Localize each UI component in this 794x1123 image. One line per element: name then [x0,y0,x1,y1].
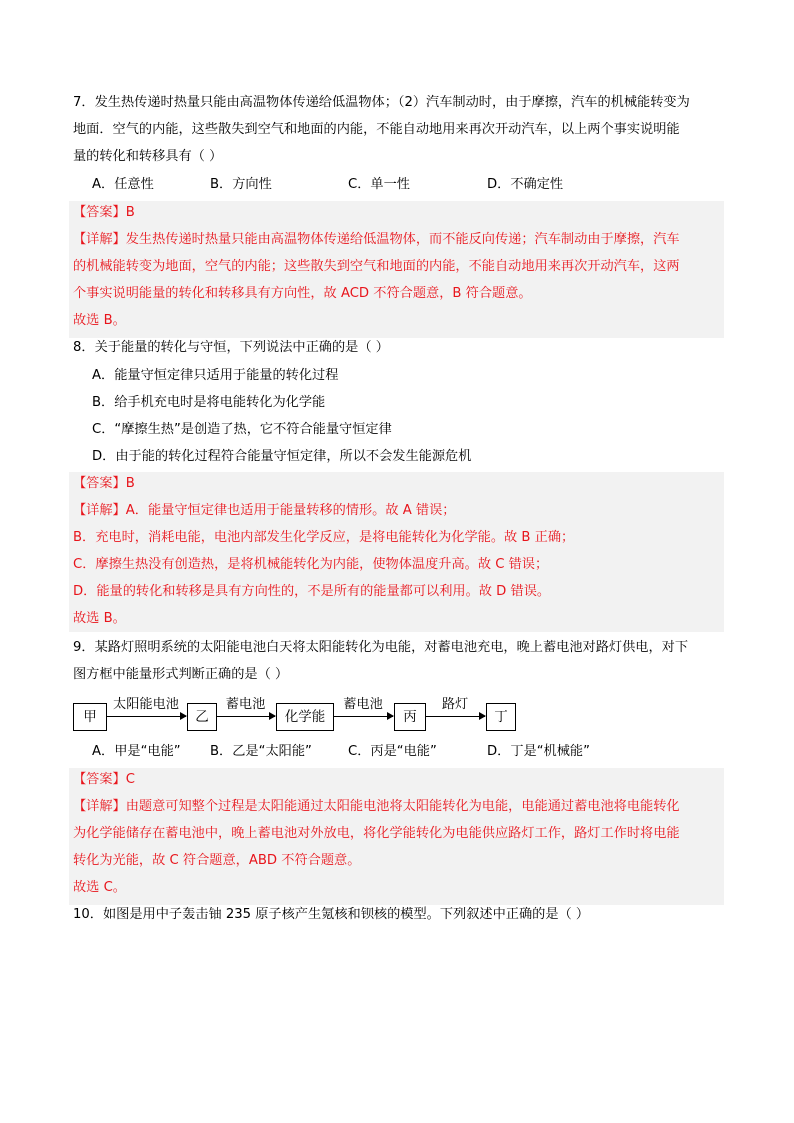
diagram-box-ding: 丁 [486,703,516,731]
q7-option-d: D．不确定性 [487,177,564,192]
q8-option-d: D．由于能的转化过程符合能量守恒定律，所以不会发生能源危机 [92,449,472,464]
q8-option-c: C．“摩擦生热”是创造了热，它不符合能量守恒定律 [92,422,392,437]
q7-stem-line-3: 量的转化和转移具有（ ） [73,149,223,164]
q8-option-b: B．给手机充电时是将电能转化为化学能 [92,395,326,410]
q8-detail-line-2: B．充电时，消耗电能，电池内部发生化学反应，是将电能转化为化学能。故 B 正确； [73,530,575,545]
diagram-arrow-2 [216,716,275,717]
q9-option-a: A．甲是“电能” [92,744,181,759]
q9-detail-line-3: 转化为光能，故 C 符合题意，ABD 不符合题意。 [73,853,361,868]
q7-detail-line-3: 个事实说明能量的转化和转移具有方向性，故 ACD 不符合题意，B 符合题意。 [73,286,532,301]
q7-detail-line-1: 【详解】发生热传递时热量只能由高温物体传递给低温物体，而不能反向传递；汽车制动由于摩擦，汽车 [73,232,680,247]
q7-option-b: B．方向性 [210,177,272,192]
diagram-box-bing: 丙 [394,703,426,731]
q8-answer: 【答案】B [73,476,135,491]
q7-option-c: C．单一性 [348,177,410,192]
diagram-box-yi: 乙 [187,703,217,731]
q8-option-a: A．能量守恒定律只适用于能量的转化过程 [92,368,339,383]
q8-detail-line-1: 【详解】A．能量守恒定律也适用于能量转移的情形。故 A 错误； [73,503,456,518]
q9-detail-line-1: 【详解】由题意可知整个过程是太阳能通过太阳能电池将太阳能转化为电能，电能通过蓄电池将电能转化 [73,799,680,814]
diagram-arrow-3 [333,716,393,717]
q9-stem-line-1: 9．某路灯照明系统的太阳能电池白天将太阳能转化为电能，对蓄电池充电，晚上蓄电池对路灯供电，对下 [73,640,689,655]
q9-stem-line-2: 图方框中能量形式判断正确的是（ ） [73,667,289,682]
diagram-arrow-label-2: 蓄电池 [225,697,266,712]
q7-stem-line-2: 地面．空气的内能，这些散失到空气和地面的内能，不能自动地用来再次开动汽车，以上两个事实说明能 [73,122,680,137]
q10-stem: 10．如图是用中子轰击铀 235 原子核产生氪核和钡核的模型。下列叙述中正确的是（ ） [73,907,590,922]
q8-detail-line-3: C．摩擦生热没有创造热，是将机械能转化为内能，使物体温度升高。故 C 错误； [73,557,549,572]
q9-option-d: D．丁是“机械能” [487,744,590,759]
q9-option-b: B．乙是“太阳能” [210,744,312,759]
diagram-box-jia: 甲 [73,703,107,731]
q9-answer: 【答案】C [73,772,135,787]
q9-option-c: C．丙是“电能” [348,744,437,759]
diagram-arrow-4 [425,716,485,717]
q8-conclusion: 故选 B。 [73,611,126,626]
q7-conclusion: 故选 B。 [73,313,126,328]
q9-detail-line-2: 为化学能储存在蓄电池中，晚上蓄电池对外放电，将化学能转化为电能供应路灯工作，路灯工作时将电能 [73,826,680,841]
q8-stem: 8．关于能量的转化与守恒，下列说法中正确的是（ ） [73,340,389,355]
q7-stem-line-1: 7．发生热传递时热量只能由高温物体传递给低温物体；（2）汽车制动时，由于摩擦，汽车的机械能转变为 [73,95,690,110]
q7-option-a: A．任意性 [92,177,154,192]
diagram-arrow-label-1: 太阳能电池 [113,697,179,712]
diagram-box-chemical: 化学能 [276,703,334,731]
diagram-arrow-label-3: 蓄电池 [343,697,383,712]
q7-answer: 【答案】B [73,205,135,220]
diagram-arrow-label-4: 路灯 [441,697,469,712]
q8-detail-line-4: D．能量的转化和转移是具有方向性的，不是所有的能量都可以利用。故 D 错误。 [73,584,551,599]
q7-detail-line-2: 的机械能转变为地面，空气的内能；这些散失到空气和地面的内能，不能自动地用来再次开动汽车，这两 [73,259,680,274]
q9-conclusion: 故选 C。 [73,880,126,895]
q8-answer-block [69,472,724,632]
diagram-arrow-1 [106,716,186,717]
